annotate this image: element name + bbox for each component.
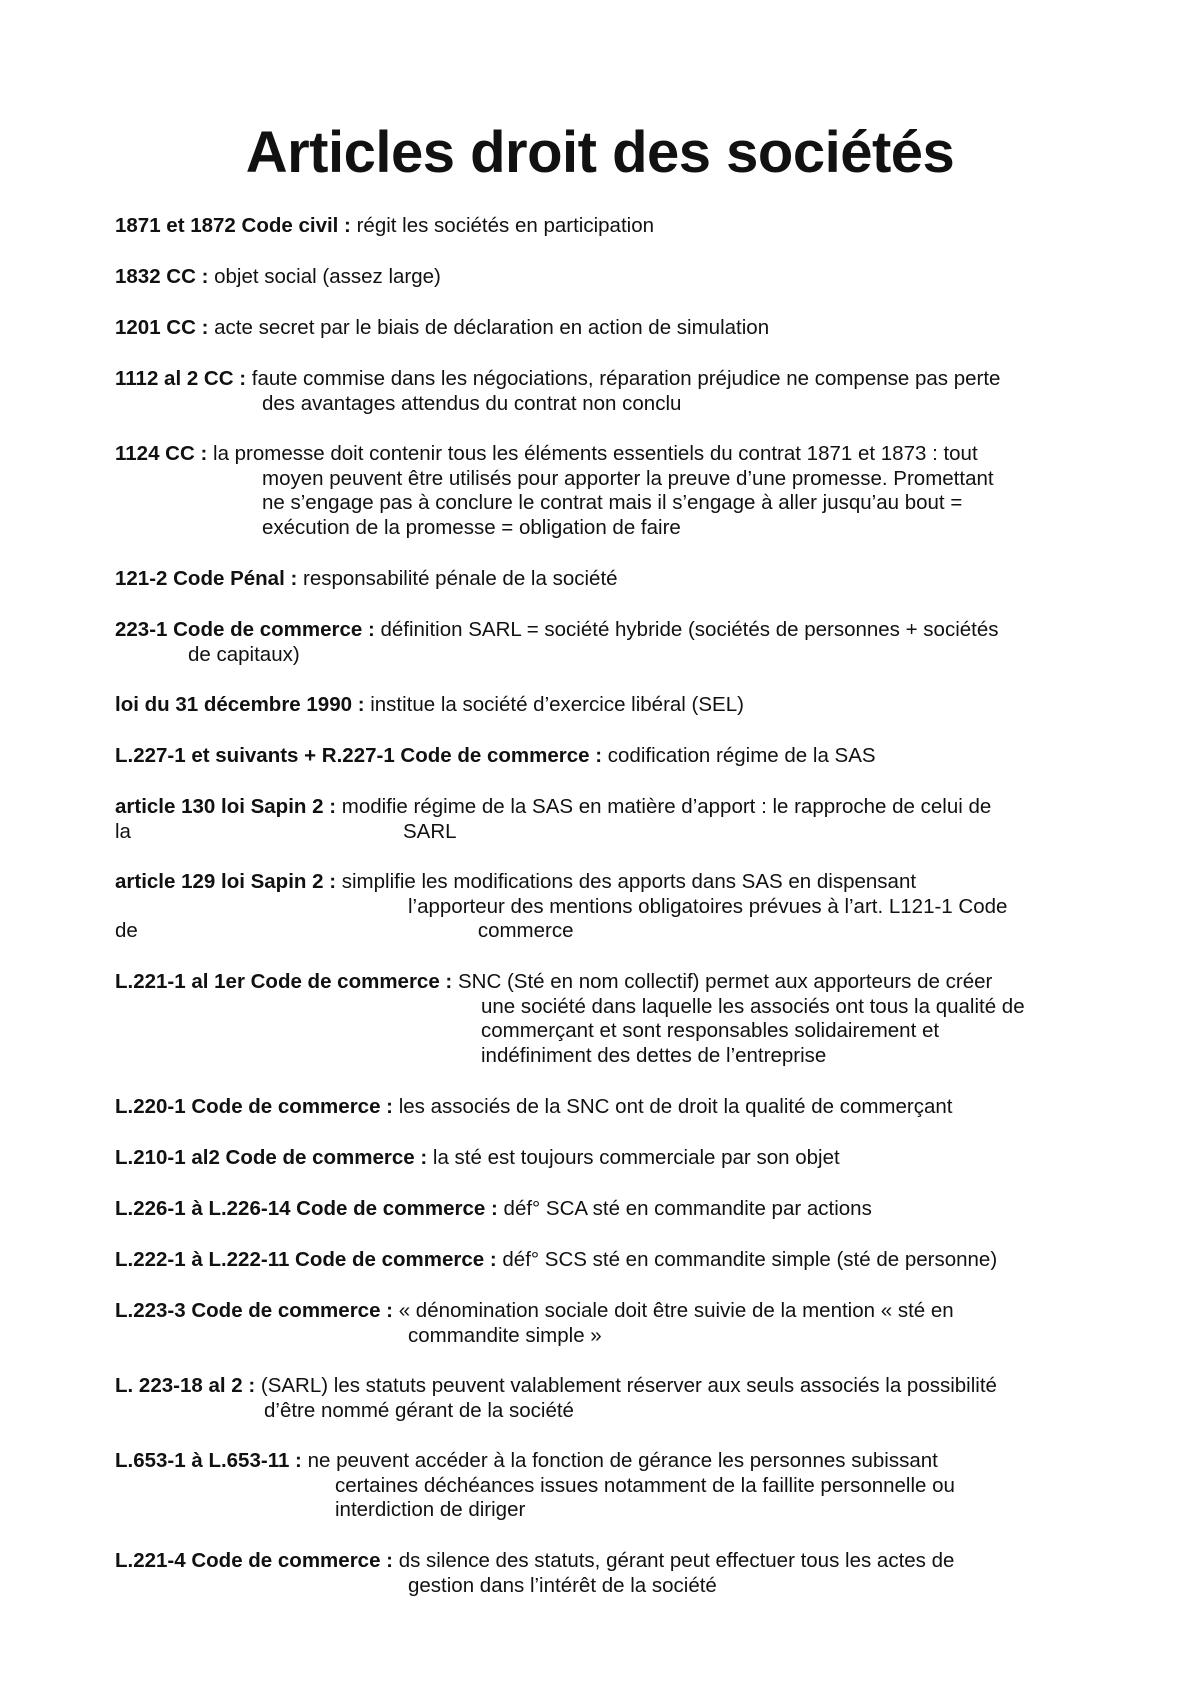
article-description: SARL <box>402 819 457 843</box>
article-reference: 1112 al 2 CC : <box>115 367 247 390</box>
article-description: institue la société d’exercice libéral (SEL) <box>364 693 744 716</box>
article-description: des avantages attendus du contrat non conclu <box>262 391 682 415</box>
article-description: d’être nommé gérant de la société <box>264 1398 574 1422</box>
page-title: Articles droit des sociétés <box>245 120 955 185</box>
article-reference: article 129 loi Sapin 2 : <box>115 870 337 893</box>
article-entry <box>115 1549 954 1598</box>
article-entry <box>115 1299 954 1348</box>
article-entry <box>115 442 994 540</box>
article-reference: loi du 31 décembre 1990 : <box>115 693 365 716</box>
article-description: définition SARL = société hybride (sociétés de personnes + sociétés <box>374 618 999 641</box>
article-reference: L.226-1 à L.226-14 Code de commerce : <box>115 1197 498 1220</box>
article-entry <box>115 265 441 290</box>
article-description: commerce <box>477 919 574 942</box>
article-reference: L.221-4 Code de commerce : <box>115 1549 393 1572</box>
article-description: commerçant et sont responsables solidairement et <box>481 1019 940 1042</box>
article-description: gestion dans l’intérêt de la société <box>408 1573 717 1597</box>
article-entry <box>115 970 1025 1068</box>
article-description: de capitaux) <box>188 642 300 666</box>
article-entry <box>115 367 1000 416</box>
article-reference: L. 223-18 al 2 : <box>115 1374 256 1397</box>
article-entry <box>115 567 618 592</box>
article-description: déf° SCA sté en commandite par actions <box>497 1197 872 1220</box>
article-description: ne peuvent accéder à la fonction de gérance les personnes subissant <box>301 1449 938 1472</box>
article-entry <box>115 316 769 341</box>
article-description: modifie régime de la SAS en matière d’apport : le rapproche de celui de <box>336 795 992 818</box>
article-reference: 1124 CC : <box>115 442 208 465</box>
article-entry <box>115 1449 955 1523</box>
article-reference: 223-1 Code de commerce : <box>115 618 375 641</box>
article-reference: L.221-1 al 1er Code de commerce : <box>115 970 453 993</box>
article-description: ds silence des statuts, gérant peut effectuer tous les actes de <box>393 1549 955 1572</box>
article-description: la promesse doit contenir tous les éléments essentiels du contrat 1871 et 1873 : tout <box>207 442 978 465</box>
article-entry <box>115 1248 997 1273</box>
article-reference: 1832 CC : <box>115 265 209 288</box>
article-reference: L.210-1 al2 Code de commerce : <box>115 1146 428 1169</box>
article-entry <box>115 693 744 718</box>
article-description: commandite simple » <box>408 1323 602 1347</box>
article-reference: L.227-1 et suivants + R.227-1 Code de commerce : <box>115 744 603 767</box>
article-description: codification régime de la SAS <box>602 744 876 767</box>
article-entry <box>115 1146 840 1171</box>
article-reference: L.223-3 Code de commerce : <box>115 1299 393 1322</box>
article-description: indéfiniment des dettes de l’entreprise <box>481 1043 827 1067</box>
article-entry <box>115 795 991 844</box>
article-description: exécution de la promesse = obligation de faire <box>262 515 681 539</box>
article-entry <box>115 870 1008 944</box>
article-description: certaines déchéances issues notamment de la faillite personnelle ou <box>335 1473 955 1497</box>
article-description: moyen peuvent être utilisés pour apporter la preuve d’une promesse. Promettant <box>262 466 994 490</box>
article-entry <box>115 618 999 667</box>
article-reference: 1871 et 1872 Code civil : <box>115 214 351 237</box>
article-description: les associés de la SNC ont de droit la qualité de commerçant <box>393 1095 953 1118</box>
article-entry <box>115 744 876 769</box>
article-description: régit les sociétés en participation <box>350 214 654 237</box>
article-reference: 121-2 Code Pénal : <box>115 567 298 590</box>
article-entry <box>115 214 654 239</box>
article-description: l’apporteur des mentions obligatoires prévues à l’art. L121-1 Code <box>408 894 1008 918</box>
article-description: « dénomination sociale doit être suivie de la mention « sté en <box>393 1299 954 1322</box>
article-description: simplifie les modifications des apports dans SAS en dispensant <box>336 870 917 893</box>
article-description: responsabilité pénale de la société <box>297 567 618 590</box>
article-description: de <box>115 919 138 942</box>
article-reference: L.653-1 à L.653-11 : <box>115 1449 302 1472</box>
article-description: acte secret par le biais de déclaration en action de simulation <box>208 316 770 339</box>
article-description: interdiction de diriger <box>335 1498 526 1521</box>
article-description: la <box>115 819 131 843</box>
article-description: (SARL) les statuts peuvent valablement réserver aux seuls associés la possibilité <box>255 1374 997 1397</box>
article-description: la sté est toujours commerciale par son objet <box>427 1146 840 1169</box>
article-description: objet social (assez large) <box>208 265 441 288</box>
article-description: faute commise dans les négociations, réparation préjudice ne compense pas perte <box>246 367 1001 390</box>
article-entry <box>115 1197 872 1222</box>
article-description: déf° SCS sté en commandite simple (sté de personne) <box>496 1248 998 1271</box>
article-reference: article 130 loi Sapin 2 : <box>115 795 337 818</box>
article-description: SNC (Sté en nom collectif) permet aux apporteurs de créer <box>452 970 993 993</box>
article-entry <box>115 1095 952 1120</box>
article-reference: L.220-1 Code de commerce : <box>115 1095 393 1118</box>
article-description: une société dans laquelle les associés ont tous la qualité de <box>481 994 1025 1018</box>
article-entry <box>115 1374 997 1423</box>
article-reference: 1201 CC : <box>115 316 209 339</box>
article-reference: L.222-1 à L.222-11 Code de commerce : <box>115 1248 497 1271</box>
article-description: ne s’engage pas à conclure le contrat mais il s’engage à aller jusqu’au bout = <box>262 491 963 514</box>
